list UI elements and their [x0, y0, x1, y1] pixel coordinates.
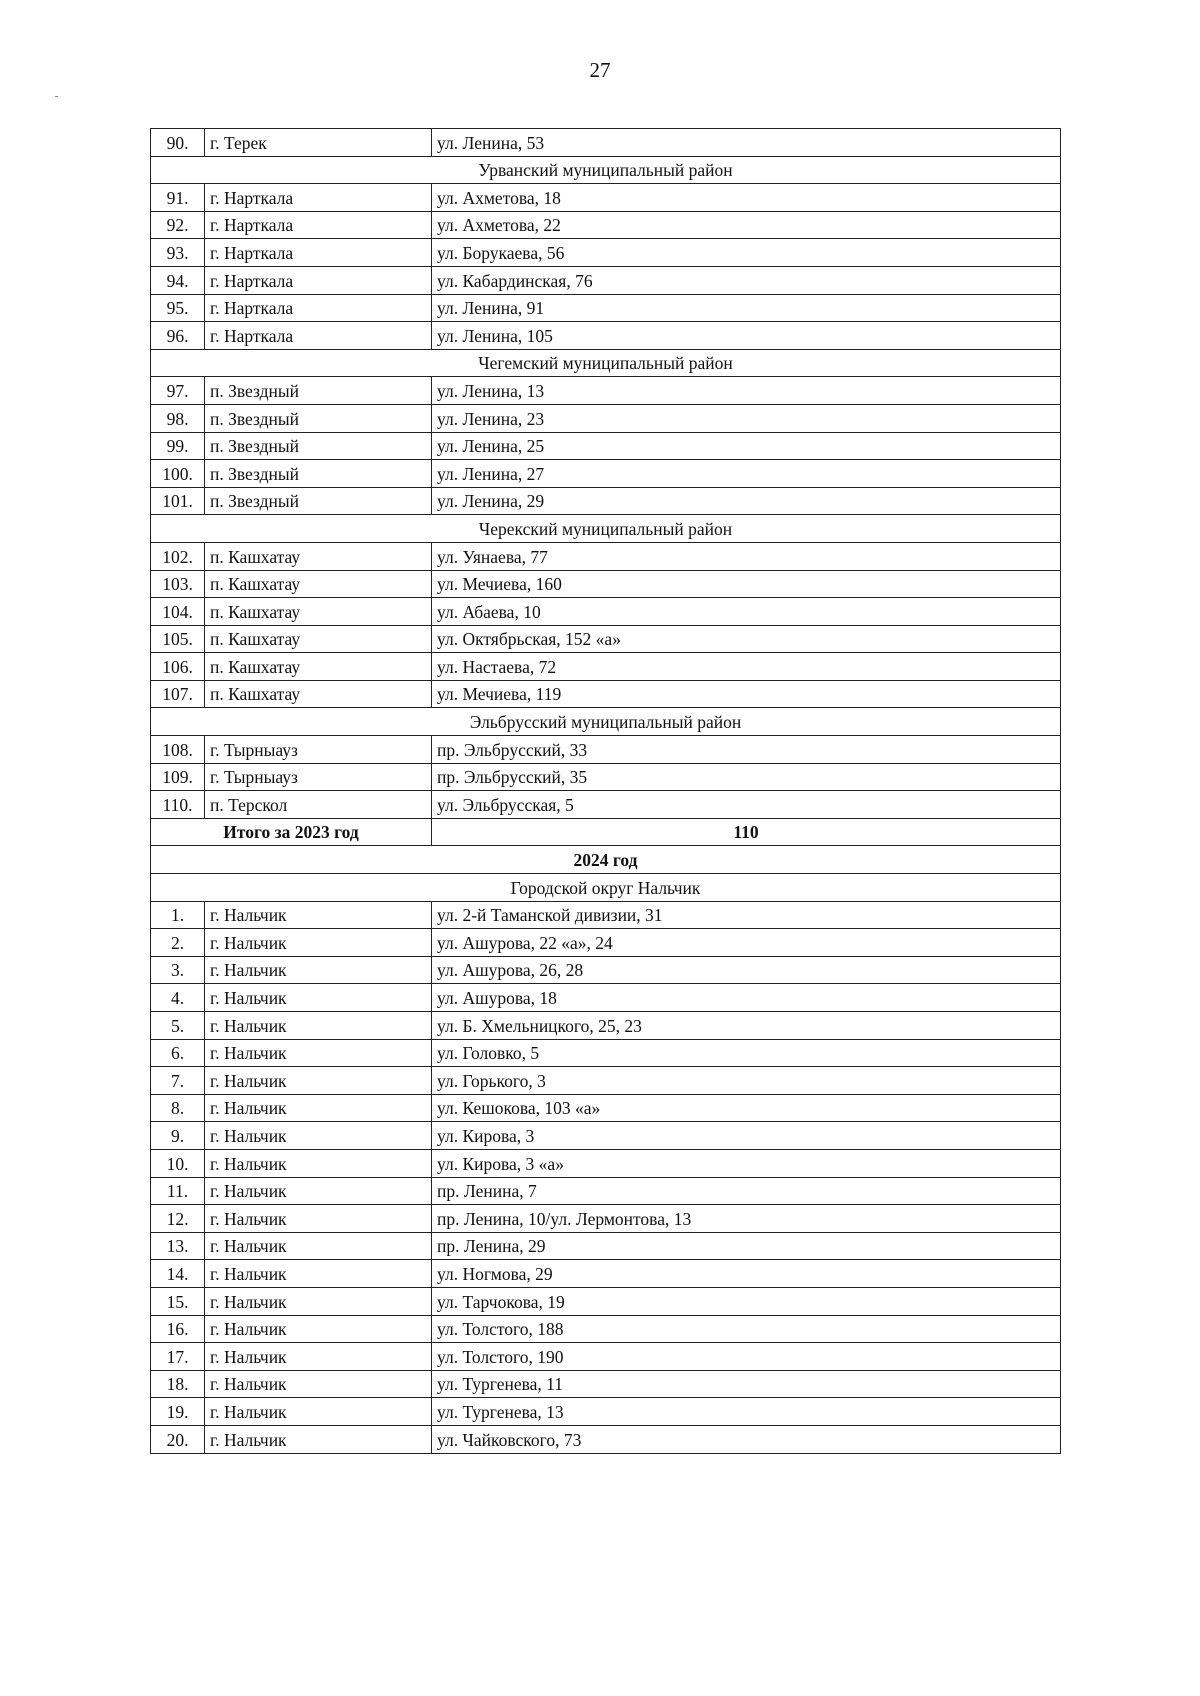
row-number: 18. — [151, 1370, 205, 1398]
table-row — [151, 129, 1061, 157]
row-address: ул. Кирова, 3 — [432, 1122, 1061, 1150]
table-row — [151, 1067, 1061, 1095]
row-address: ул. Тургенева, 13 — [432, 1398, 1061, 1426]
row-locality: г. Нальчик — [205, 1012, 432, 1040]
table-row — [151, 1232, 1061, 1260]
row-address: пр. Ленина, 10/ул. Лермонтова, 13 — [432, 1205, 1061, 1233]
table-row — [151, 1287, 1061, 1315]
row-number: 97. — [151, 377, 205, 405]
table-row — [151, 901, 1061, 929]
table-row — [151, 736, 1061, 764]
row-address: ул. Ленина, 27 — [432, 460, 1061, 488]
row-address: ул. Мечиева, 119 — [432, 680, 1061, 708]
row-address: ул. Ленина, 53 — [432, 129, 1061, 157]
table-row — [151, 432, 1061, 460]
row-locality: г. Нальчик — [205, 929, 432, 957]
table-row — [151, 487, 1061, 515]
row-number: 103. — [151, 570, 205, 598]
section-title: Городской округ Нальчик — [151, 874, 1061, 902]
section-header-row — [151, 349, 1061, 377]
row-number: 110. — [151, 791, 205, 819]
row-address: ул. Кирова, 3 «а» — [432, 1149, 1061, 1177]
row-locality: г. Нальчик — [205, 1315, 432, 1343]
section-title: Чегемский муниципальный район — [151, 349, 1061, 377]
row-address: ул. Настаева, 72 — [432, 653, 1061, 681]
row-locality: г. Нальчик — [205, 1205, 432, 1233]
row-address: ул. Ахметова, 18 — [432, 184, 1061, 212]
table-row — [151, 1343, 1061, 1371]
table-row — [151, 1122, 1061, 1150]
row-number: 2. — [151, 929, 205, 957]
address-table-body — [151, 129, 1061, 1454]
row-locality: п. Кашхатау — [205, 625, 432, 653]
row-address: ул. Мечиева, 160 — [432, 570, 1061, 598]
table-row — [151, 929, 1061, 957]
row-number: 14. — [151, 1260, 205, 1288]
row-locality: г. Нарткала — [205, 266, 432, 294]
row-number: 101. — [151, 487, 205, 515]
row-address: ул. Ленина, 23 — [432, 404, 1061, 432]
year-header-row — [151, 846, 1061, 874]
table-row — [151, 211, 1061, 239]
row-number: 106. — [151, 653, 205, 681]
row-locality: г. Тырныауз — [205, 763, 432, 791]
row-locality: п. Кашхатау — [205, 598, 432, 626]
total-row — [151, 818, 1061, 846]
row-address: ул. Борукаева, 56 — [432, 239, 1061, 267]
row-number: 108. — [151, 736, 205, 764]
row-address: ул. Ахметова, 22 — [432, 211, 1061, 239]
row-address: ул. Эльбрусская, 5 — [432, 791, 1061, 819]
row-address: пр. Ленина, 7 — [432, 1177, 1061, 1205]
row-number: 93. — [151, 239, 205, 267]
row-number: 1. — [151, 901, 205, 929]
row-locality: г. Нальчик — [205, 1122, 432, 1150]
row-number: 99. — [151, 432, 205, 460]
row-number: 19. — [151, 1398, 205, 1426]
year-title: 2024 год — [151, 846, 1061, 874]
row-address: ул. Чайковского, 73 — [432, 1425, 1061, 1453]
table-row — [151, 294, 1061, 322]
row-locality: г. Нальчик — [205, 1094, 432, 1122]
row-locality: г. Нальчик — [205, 1425, 432, 1453]
row-number: 98. — [151, 404, 205, 432]
row-number: 4. — [151, 984, 205, 1012]
row-number: 15. — [151, 1287, 205, 1315]
row-number: 3. — [151, 956, 205, 984]
row-address: ул. Октябрьская, 152 «а» — [432, 625, 1061, 653]
row-locality: п. Кашхатау — [205, 680, 432, 708]
row-locality: г. Нарткала — [205, 239, 432, 267]
row-address: ул. Тарчокова, 19 — [432, 1287, 1061, 1315]
row-number: 95. — [151, 294, 205, 322]
row-locality: г. Нальчик — [205, 1260, 432, 1288]
row-address: ул. Ашурова, 22 «а», 24 — [432, 929, 1061, 957]
row-number: 8. — [151, 1094, 205, 1122]
row-address: ул. Ленина, 13 — [432, 377, 1061, 405]
section-title: Черекский муниципальный район — [151, 515, 1061, 543]
row-address: пр. Ленина, 29 — [432, 1232, 1061, 1260]
row-number: 7. — [151, 1067, 205, 1095]
row-locality: г. Тырныауз — [205, 736, 432, 764]
row-address: ул. Ашурова, 26, 28 — [432, 956, 1061, 984]
row-number: 9. — [151, 1122, 205, 1150]
table-row — [151, 1260, 1061, 1288]
row-locality: г. Нальчик — [205, 1149, 432, 1177]
row-locality: г. Нарткала — [205, 211, 432, 239]
address-table — [150, 128, 1061, 1454]
row-locality: г. Нарткала — [205, 322, 432, 350]
row-number: 5. — [151, 1012, 205, 1040]
row-locality: п. Кашхатау — [205, 570, 432, 598]
row-locality: п. Кашхатау — [205, 653, 432, 681]
row-address: ул. Головко, 5 — [432, 1039, 1061, 1067]
table-row — [151, 404, 1061, 432]
row-number: 92. — [151, 211, 205, 239]
total-label: Итого за 2023 год — [151, 818, 432, 846]
row-number: 12. — [151, 1205, 205, 1233]
row-number: 20. — [151, 1425, 205, 1453]
row-locality: г. Нальчик — [205, 1370, 432, 1398]
row-locality: г. Нальчик — [205, 984, 432, 1012]
row-locality: г. Нальчик — [205, 1232, 432, 1260]
row-address: ул. Абаева, 10 — [432, 598, 1061, 626]
table-row — [151, 1425, 1061, 1453]
row-number: 94. — [151, 266, 205, 294]
row-address: ул. Толстого, 188 — [432, 1315, 1061, 1343]
section-header-row — [151, 874, 1061, 902]
row-locality: г. Терек — [205, 129, 432, 157]
row-locality: г. Нальчик — [205, 1343, 432, 1371]
section-header-row — [151, 156, 1061, 184]
row-address: пр. Эльбрусский, 35 — [432, 763, 1061, 791]
table-row — [151, 266, 1061, 294]
page-number: 27 — [589, 58, 611, 82]
row-locality: п. Звездный — [205, 377, 432, 405]
row-address: ул. Ленина, 29 — [432, 487, 1061, 515]
row-number: 96. — [151, 322, 205, 350]
table-row — [151, 1315, 1061, 1343]
row-number: 6. — [151, 1039, 205, 1067]
row-number: 13. — [151, 1232, 205, 1260]
row-number: 109. — [151, 763, 205, 791]
row-address: ул. Уянаева, 77 — [432, 542, 1061, 570]
table-row — [151, 1398, 1061, 1426]
table-row — [151, 184, 1061, 212]
row-locality: г. Нарткала — [205, 294, 432, 322]
row-address: ул. Горького, 3 — [432, 1067, 1061, 1095]
table-row — [151, 377, 1061, 405]
table-row — [151, 570, 1061, 598]
table-row — [151, 1370, 1061, 1398]
row-locality: г. Нальчик — [205, 901, 432, 929]
row-number: 107. — [151, 680, 205, 708]
row-locality: г. Нальчик — [205, 956, 432, 984]
row-locality: п. Терскол — [205, 791, 432, 819]
table-row — [151, 680, 1061, 708]
table-row — [151, 1039, 1061, 1067]
table-row — [151, 542, 1061, 570]
table-row — [151, 1177, 1061, 1205]
table-row — [151, 598, 1061, 626]
table-row — [151, 1094, 1061, 1122]
row-address: ул. Ногмова, 29 — [432, 1260, 1061, 1288]
row-address: ул. Ленина, 91 — [432, 294, 1061, 322]
row-address: ул. Кешокова, 103 «а» — [432, 1094, 1061, 1122]
row-locality: г. Нальчик — [205, 1039, 432, 1067]
row-address: ул. Ашурова, 18 — [432, 984, 1061, 1012]
table-row — [151, 1149, 1061, 1177]
row-number: 16. — [151, 1315, 205, 1343]
table-row — [151, 322, 1061, 350]
row-address: ул. Ленина, 105 — [432, 322, 1061, 350]
table-row — [151, 791, 1061, 819]
row-number: 91. — [151, 184, 205, 212]
table-row — [151, 653, 1061, 681]
row-address: ул. Б. Хмельницкого, 25, 23 — [432, 1012, 1061, 1040]
row-address: ул. Толстого, 190 — [432, 1343, 1061, 1371]
table-row — [151, 625, 1061, 653]
row-number: 17. — [151, 1343, 205, 1371]
row-number: 11. — [151, 1177, 205, 1205]
section-title: Эльбрусский муниципальный район — [151, 708, 1061, 736]
scan-speck — [55, 96, 58, 97]
row-address: ул. Кабардинская, 76 — [432, 266, 1061, 294]
table-row — [151, 956, 1061, 984]
table-row — [151, 239, 1061, 267]
row-number: 90. — [151, 129, 205, 157]
row-number: 105. — [151, 625, 205, 653]
row-number: 102. — [151, 542, 205, 570]
section-header-row — [151, 515, 1061, 543]
table-row — [151, 984, 1061, 1012]
table-row — [151, 1012, 1061, 1040]
row-address: ул. 2-й Таманской дивизии, 31 — [432, 901, 1061, 929]
section-title: Урванский муниципальный район — [151, 156, 1061, 184]
row-number: 10. — [151, 1149, 205, 1177]
row-locality: п. Кашхатау — [205, 542, 432, 570]
row-address: ул. Ленина, 25 — [432, 432, 1061, 460]
row-locality: п. Звездный — [205, 487, 432, 515]
table-row — [151, 1205, 1061, 1233]
row-number: 100. — [151, 460, 205, 488]
section-header-row — [151, 708, 1061, 736]
row-locality: г. Нальчик — [205, 1177, 432, 1205]
row-locality: г. Нальчик — [205, 1067, 432, 1095]
row-address: пр. Эльбрусский, 33 — [432, 736, 1061, 764]
row-locality: г. Нальчик — [205, 1398, 432, 1426]
row-address: ул. Тургенева, 11 — [432, 1370, 1061, 1398]
row-number: 104. — [151, 598, 205, 626]
row-locality: г. Нальчик — [205, 1287, 432, 1315]
table-row — [151, 460, 1061, 488]
row-locality: п. Звездный — [205, 404, 432, 432]
row-locality: п. Звездный — [205, 460, 432, 488]
table-row — [151, 763, 1061, 791]
row-locality: г. Нарткала — [205, 184, 432, 212]
total-value: 110 — [432, 818, 1061, 846]
row-locality: п. Звездный — [205, 432, 432, 460]
